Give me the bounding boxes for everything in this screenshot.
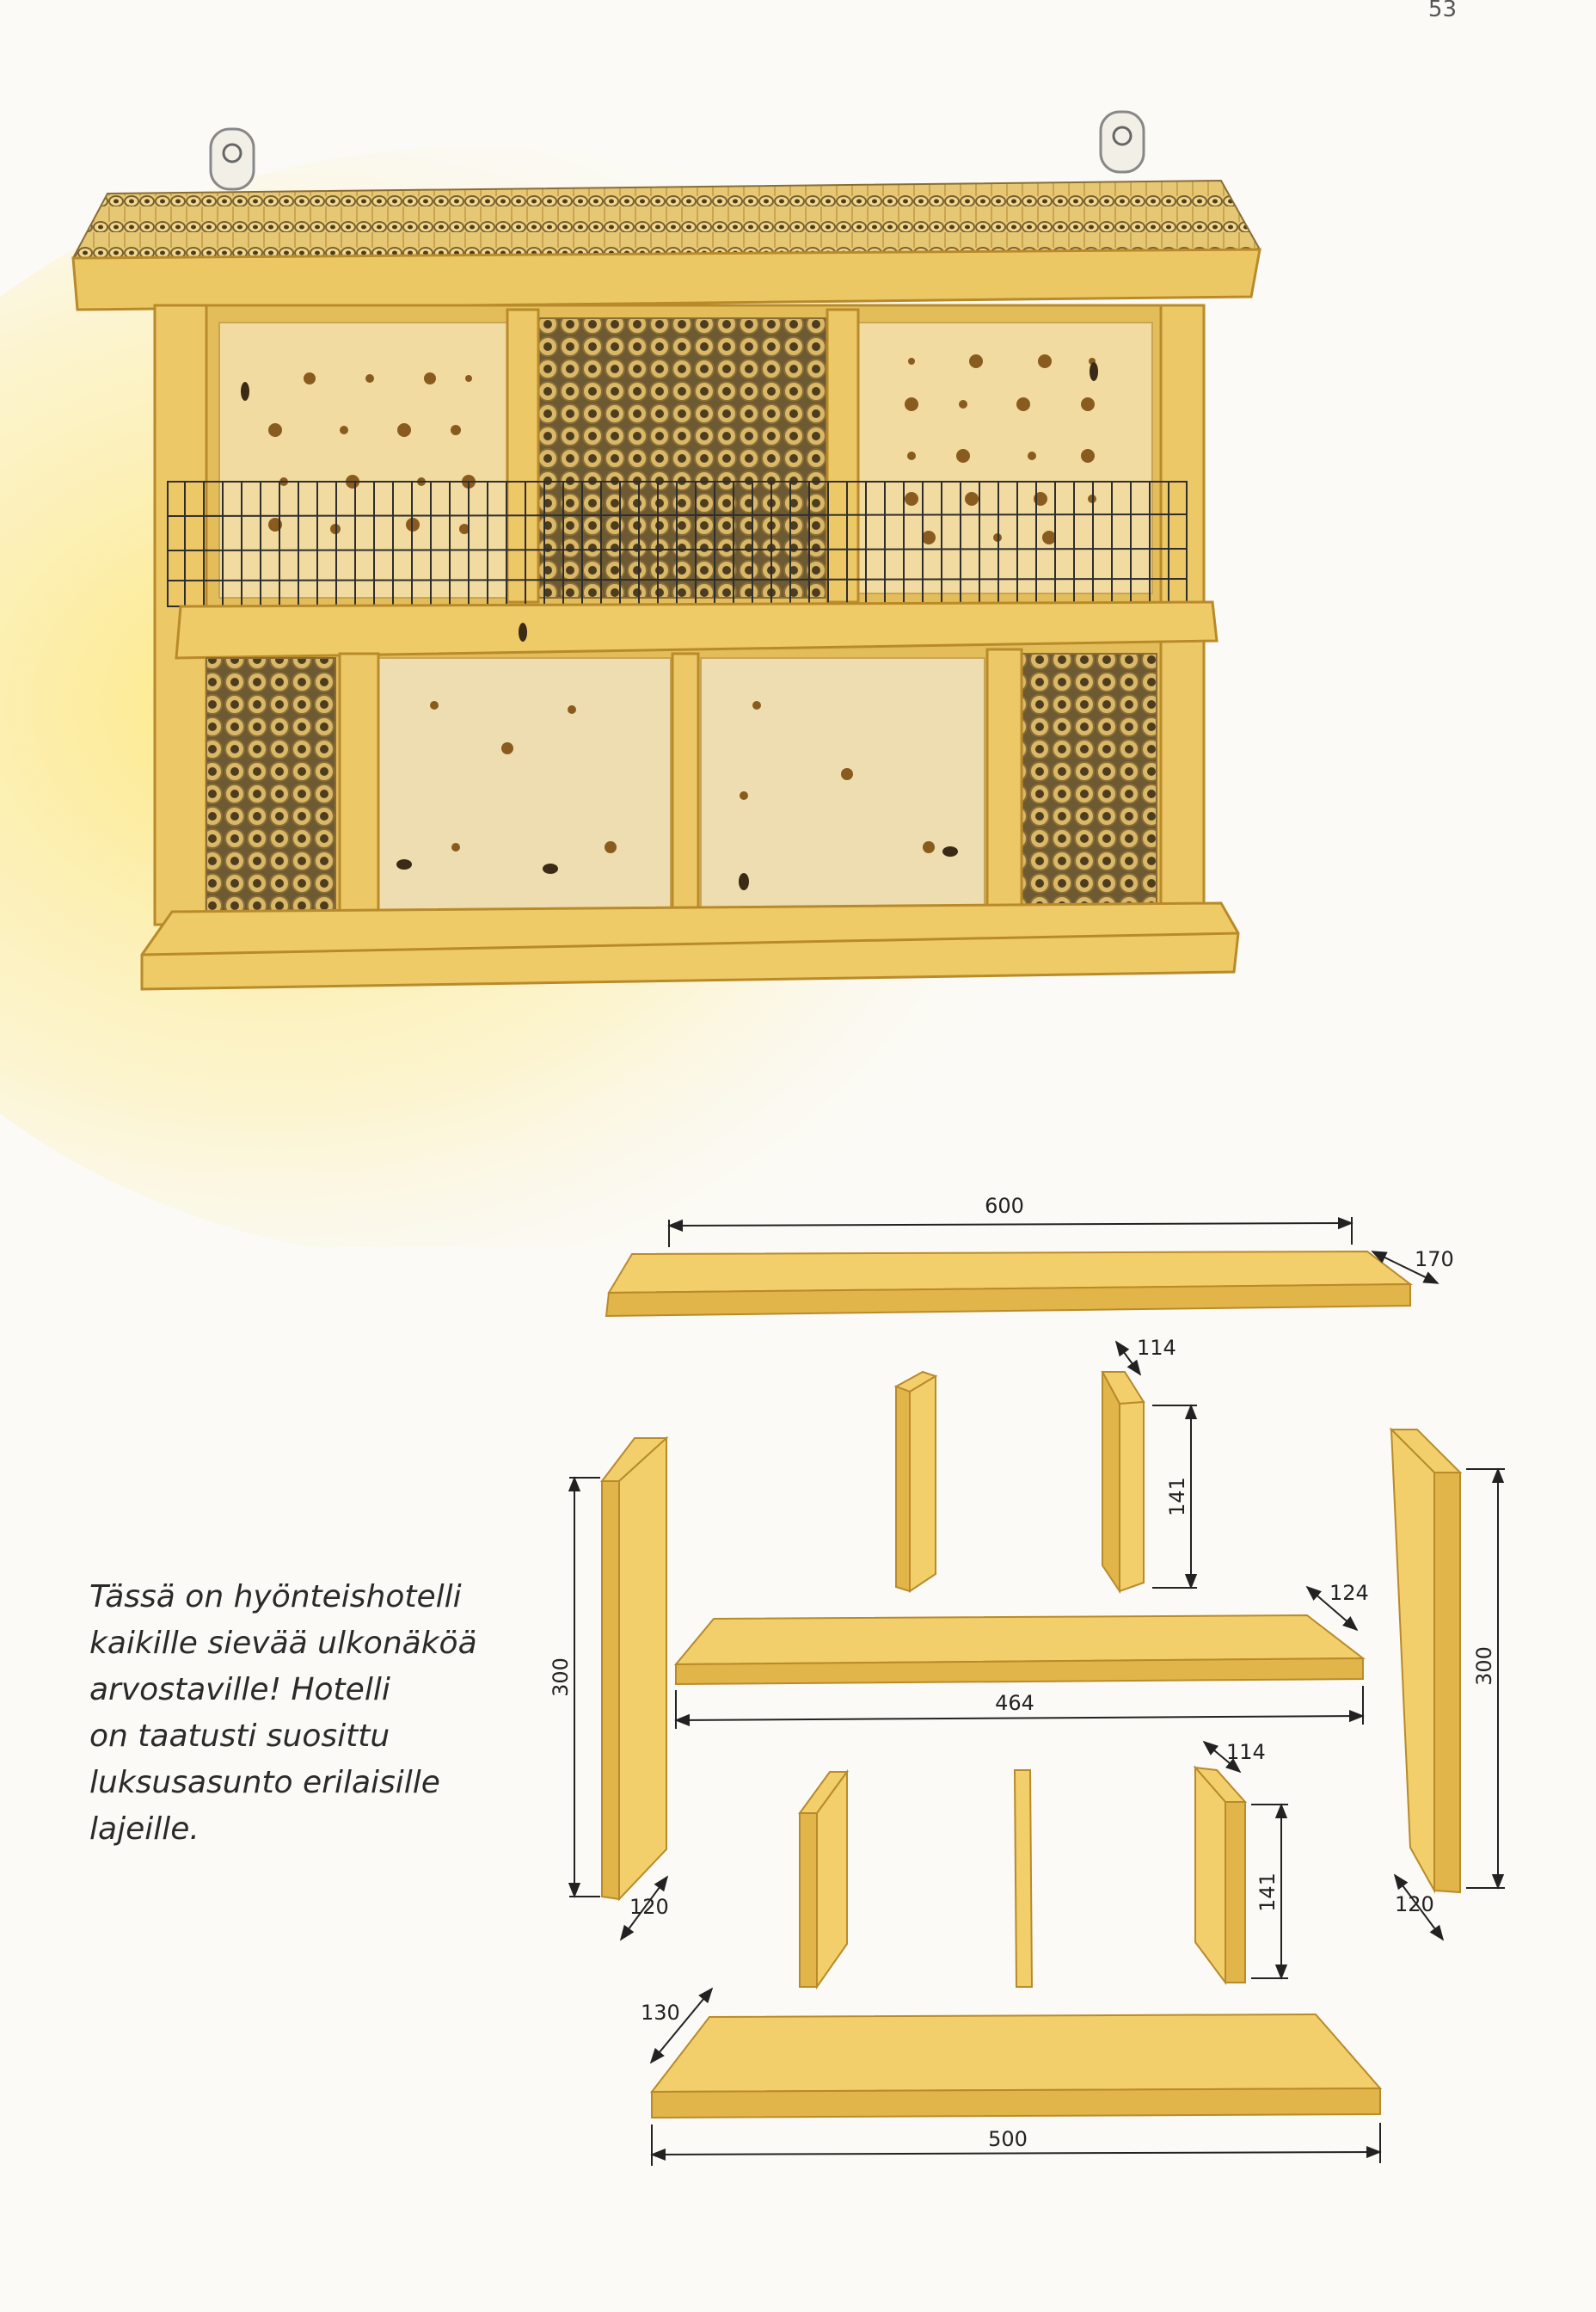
dim-lower-divider-height: 141 <box>1255 1872 1280 1912</box>
roof-board <box>73 249 1260 310</box>
dim-top-length: 600 <box>985 1194 1024 1218</box>
dim-upper-divider-height: 141 <box>1165 1477 1189 1516</box>
dim-upper-divider-depth: 114 <box>1137 1336 1176 1360</box>
dim-bottom-board-depth: 130 <box>641 2001 680 2025</box>
caption-line: Tässä on hyönteishotelli <box>89 1579 462 1614</box>
lower-left-reeds <box>206 658 335 920</box>
dim-lower-divider-depth: 114 <box>1226 1740 1266 1764</box>
post-upper-2 <box>827 310 858 602</box>
caption-line: lajeille. <box>89 1811 200 1847</box>
dim-left-side-depth: 120 <box>629 1895 669 1919</box>
top-board-part <box>606 1217 1438 1316</box>
post-upper-1 <box>507 310 538 602</box>
upper-divider-right <box>1102 1342 1197 1591</box>
reed-roof <box>73 181 1260 258</box>
dim-middle-shelf-length: 464 <box>995 1691 1034 1715</box>
lower-divider-left <box>800 1772 847 1987</box>
post-lower-1 <box>340 654 378 920</box>
upper-divider-left <box>896 1372 936 1591</box>
page-number: 53 <box>1427 0 1457 22</box>
caption-line: arvostaville! Hotelli <box>89 1672 390 1707</box>
lower-left-brick <box>378 658 671 912</box>
post-lower-3 <box>987 649 1022 912</box>
caption-line: luksusasunto erilaisille <box>89 1765 440 1800</box>
parts-diagram <box>0 1187 1596 2193</box>
dim-top-depth: 170 <box>1415 1247 1454 1271</box>
dim-right-side-depth: 120 <box>1395 1892 1434 1916</box>
hanger-left <box>211 129 254 189</box>
lower-divider-right <box>1195 1742 1288 1983</box>
dim-middle-shelf-depth: 124 <box>1329 1581 1369 1605</box>
dim-bottom-board-length: 500 <box>988 2127 1028 2151</box>
dim-right-side-height: 300 <box>1472 1646 1496 1686</box>
upper-right-block <box>856 323 1152 593</box>
lower-divider-center <box>1015 1770 1032 1987</box>
post-lower-2 <box>672 654 698 916</box>
hanger-right <box>1101 112 1144 172</box>
caption-line: on taatusti suosittu <box>89 1719 390 1754</box>
caption-line: kaikille sievää ulkonäköä <box>89 1626 477 1661</box>
lower-right-reeds <box>1019 654 1157 912</box>
left-side-part <box>569 1438 667 1940</box>
dim-left-side-height: 300 <box>549 1657 573 1697</box>
upper-left-block <box>219 323 507 598</box>
